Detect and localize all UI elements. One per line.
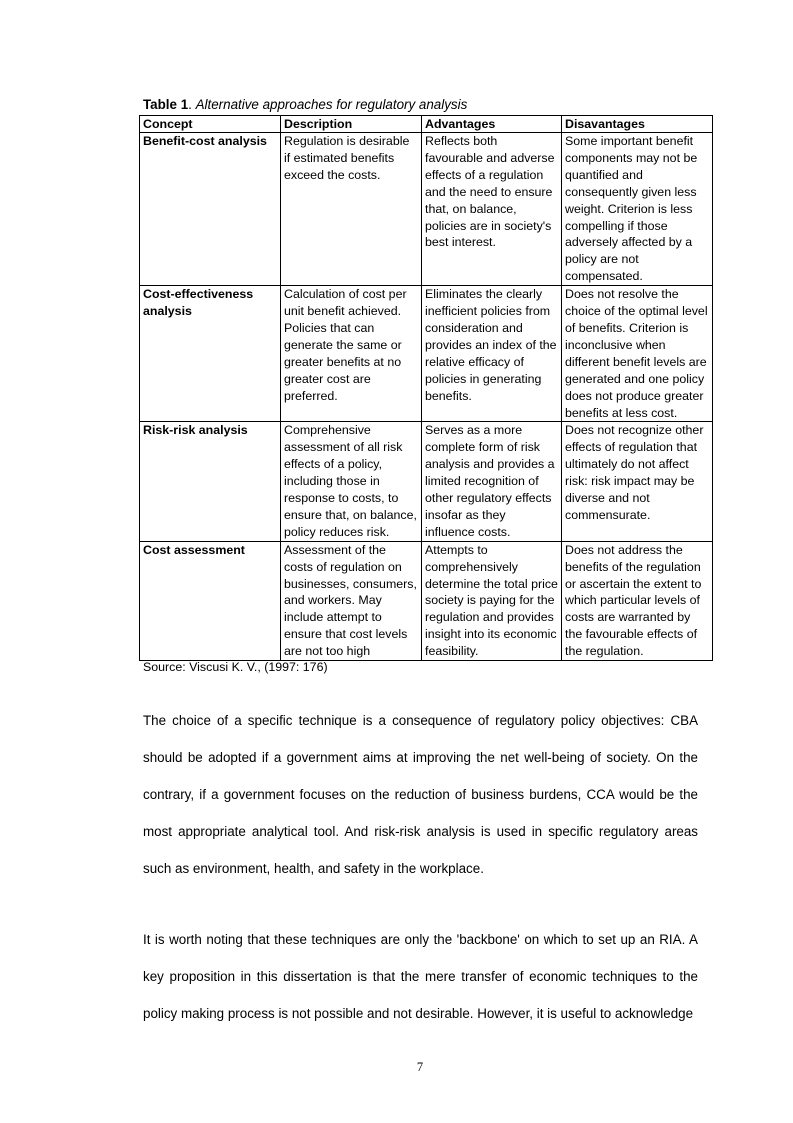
cell-concept: Cost assessment — [140, 541, 281, 660]
cell-advantages: Eliminates the clearly inefficient policies from consideration and provides an index of the relative efficacy of policies in generating benefits. — [422, 286, 562, 422]
table-title: Alternative approaches for regulatory analysis — [195, 97, 468, 112]
page-number: 7 — [416, 1060, 424, 1074]
cell-disadvantages: Does not recognize other effects of regulation that ultimately do not affect risk: risk impact may be diverse and not commensurate. — [562, 422, 713, 541]
table-row — [140, 541, 713, 660]
header-advantages: Advantages — [422, 116, 562, 133]
table-row — [140, 133, 713, 286]
header-disadvantages: Disavantages — [562, 116, 713, 133]
table-row — [140, 286, 713, 422]
cell-advantages: Serves as a more complete form of risk analysis and provides a limited recognition of other regulatory effects insofar as they influence costs. — [422, 422, 562, 541]
header-description: Description — [281, 116, 422, 133]
cell-disadvantages: Does not address the benefits of the regulation or ascertain the extent to which particular levels of costs are warranted by the favourable effects of the regulation. — [562, 541, 713, 660]
table-label: Table 1 — [143, 97, 189, 112]
cell-concept: Risk-risk analysis — [140, 422, 281, 541]
table-caption — [143, 97, 467, 113]
regulatory-analysis-table — [139, 115, 713, 661]
cell-concept: Cost-effectiveness analysis — [140, 286, 281, 422]
body-paragraph: The choice of a specific technique is a consequence of regulatory policy objectives: CBA should be adopted if a government aims at improving the net well-being of society. On the contrary, if a government focuses on the reduction of business burdens, CCA would be the most appropriate analytical tool. And risk-risk analysis is used in specific regulatory areas such as environment, health, and safety in the workplace. — [143, 713, 698, 876]
header-concept: Concept — [140, 116, 281, 133]
cell-description: Regulation is desirable if estimated benefits exceed the costs. — [281, 133, 422, 286]
cell-disadvantages: Does not resolve the choice of the optimal level of benefits. Criterion is inconclusive when different benefit levels are generated and one policy does not produce greater benefits at less cost. — [562, 286, 713, 422]
cell-description: Comprehensive assessment of all risk effects of a policy, including those in response to costs, to ensure that, on balance, policy reduces risk. — [281, 422, 422, 541]
table-row — [140, 422, 713, 541]
table-source: Source: Viscusi K. V., (1997: 176) — [143, 660, 328, 674]
cell-advantages: Reflects both favourable and adverse effects of a regulation and the need to ensure that, on balance, policies are in society's best interest. — [422, 133, 562, 286]
table-label-punct: . — [188, 97, 196, 112]
table-header-row — [140, 116, 713, 133]
cell-advantages: Attempts to comprehensively determine the total price society is paying for the regulation and provides insight into its economic feasibility. — [422, 541, 562, 660]
cell-description: Assessment of the costs of regulation on businesses, consumers, and workers. May include attempt to ensure that cost levels are not too high — [281, 541, 422, 660]
cell-disadvantages: Some important benefit components may not be quantified and consequently given less weight. Criterion is less compelling if those adversely affected by a policy are not compensated. — [562, 133, 713, 286]
cell-concept: Benefit-cost analysis — [140, 133, 281, 286]
cell-description: Calculation of cost per unit benefit achieved. Policies that can generate the same or greater benefits at no greater cost are preferred. — [281, 286, 422, 422]
body-paragraph: It is worth noting that these techniques are only the 'backbone' on which to set up an RIA. A key proposition in this dissertation is that the mere transfer of economic techniques to the policy making process is not possible and not desirable. However, it is useful to acknowledge — [143, 932, 698, 1021]
